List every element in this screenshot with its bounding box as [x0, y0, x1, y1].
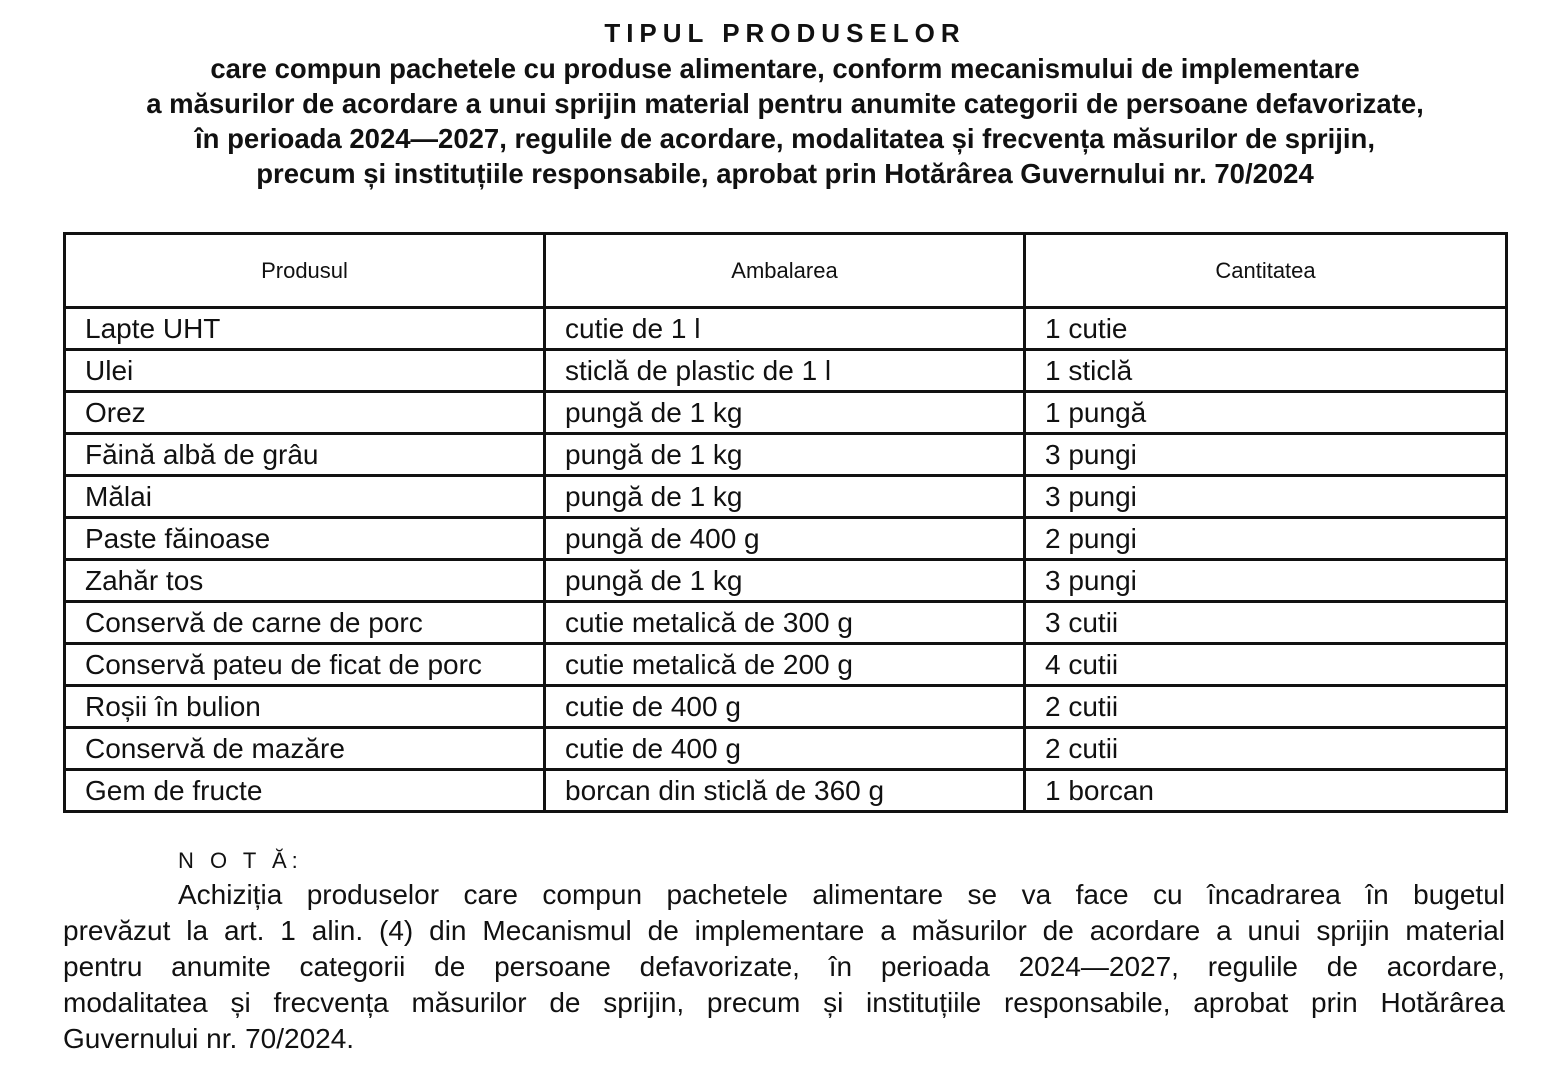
cell-packaging: sticlă de plastic de 1 l	[545, 350, 1025, 392]
cell-quantity: 2 pungi	[1025, 518, 1507, 560]
cell-product: Roșii în bulion	[65, 686, 545, 728]
table-row	[65, 392, 1507, 434]
note-line: Guvernului nr. 70/2024.	[63, 1023, 355, 1054]
subtitle-line: precum și instituțiile responsabile, aprobat prin Hotărârea Guvernului nr. 70/2024	[256, 158, 1314, 189]
cell-quantity: 3 pungi	[1025, 476, 1507, 518]
cell-quantity: 3 cutii	[1025, 602, 1507, 644]
subtitle-line: în perioada 2024—2027, regulile de acordare, modalitatea și frecvența măsurilor de sprijin,	[195, 123, 1375, 154]
table-header-row	[65, 234, 1507, 308]
cell-product: Zahăr tos	[65, 560, 545, 602]
cell-packaging: pungă de 400 g	[545, 518, 1025, 560]
cell-quantity: 1 borcan	[1025, 770, 1507, 812]
cell-quantity: 4 cutii	[1025, 644, 1507, 686]
cell-product: Gem de fructe	[65, 770, 545, 812]
cell-packaging: pungă de 1 kg	[545, 392, 1025, 434]
cell-packaging: pungă de 1 kg	[545, 560, 1025, 602]
note-label: N O T Ă:	[178, 848, 303, 873]
cell-packaging: pungă de 1 kg	[545, 476, 1025, 518]
cell-quantity: 3 pungi	[1025, 434, 1507, 476]
cell-product: Ulei	[65, 350, 545, 392]
cell-packaging: cutie de 400 g	[545, 728, 1025, 770]
table-row	[65, 560, 1507, 602]
document-title: TIPUL PRODUSELOR	[604, 18, 966, 48]
table-row	[65, 686, 1507, 728]
table-row	[65, 644, 1507, 686]
table-row	[65, 350, 1507, 392]
products-table	[63, 232, 1508, 813]
cell-product: Paste făinoase	[65, 518, 545, 560]
note-paragraph	[63, 877, 1505, 1057]
cell-packaging: cutie de 1 l	[545, 308, 1025, 350]
table-row	[65, 770, 1507, 812]
cell-packaging: cutie de 400 g	[545, 686, 1025, 728]
cell-packaging: cutie metalică de 300 g	[545, 602, 1025, 644]
table-row	[65, 518, 1507, 560]
cell-packaging: cutie metalică de 200 g	[545, 644, 1025, 686]
cell-quantity: 1 pungă	[1025, 392, 1507, 434]
cell-quantity: 2 cutii	[1025, 728, 1507, 770]
cell-product: Conservă pateu de ficat de porc	[65, 644, 545, 686]
cell-quantity: 3 pungi	[1025, 560, 1507, 602]
cell-packaging: borcan din sticlă de 360 g	[545, 770, 1025, 812]
note-line: prevăzut la art. 1 alin. (4) din Mecanismul de implementare a măsurilor de acordare a unui sprijin material	[63, 915, 1505, 946]
note-line: Achiziția produselor care compun pachetele alimentare se va face cu încadrarea în bugetul	[178, 879, 1505, 910]
table-row	[65, 728, 1507, 770]
cell-product: Mălai	[65, 476, 545, 518]
document-subtitle	[0, 51, 1554, 191]
cell-quantity: 1 cutie	[1025, 308, 1507, 350]
note-line: pentru anumite categorii de persoane defavorizate, în perioada 2024—2027, regulile de acordare,	[63, 951, 1505, 982]
cell-quantity: 1 sticlă	[1025, 350, 1507, 392]
header-cantitatea: Cantitatea	[1025, 234, 1507, 308]
cell-packaging: pungă de 1 kg	[545, 434, 1025, 476]
note-line: modalitatea și frecvența măsurilor de sprijin, precum și instituțiile responsabile, aprobat prin Hotărârea	[63, 987, 1505, 1018]
table-row	[65, 308, 1507, 350]
table-row	[65, 434, 1507, 476]
cell-product: Făină albă de grâu	[65, 434, 545, 476]
table-row	[65, 602, 1507, 644]
cell-product: Conservă de mazăre	[65, 728, 545, 770]
header-ambalarea: Ambalarea	[545, 234, 1025, 308]
cell-product: Lapte UHT	[65, 308, 545, 350]
subtitle-line: care compun pachetele cu produse alimentare, conform mecanismului de implementare	[210, 53, 1360, 84]
header-produsul: Produsul	[65, 234, 545, 308]
cell-product: Orez	[65, 392, 545, 434]
cell-quantity: 2 cutii	[1025, 686, 1507, 728]
cell-product: Conservă de carne de porc	[65, 602, 545, 644]
table-row	[65, 476, 1507, 518]
subtitle-line: a măsurilor de acordare a unui sprijin material pentru anumite categorii de persoane defavorizate,	[146, 88, 1424, 119]
